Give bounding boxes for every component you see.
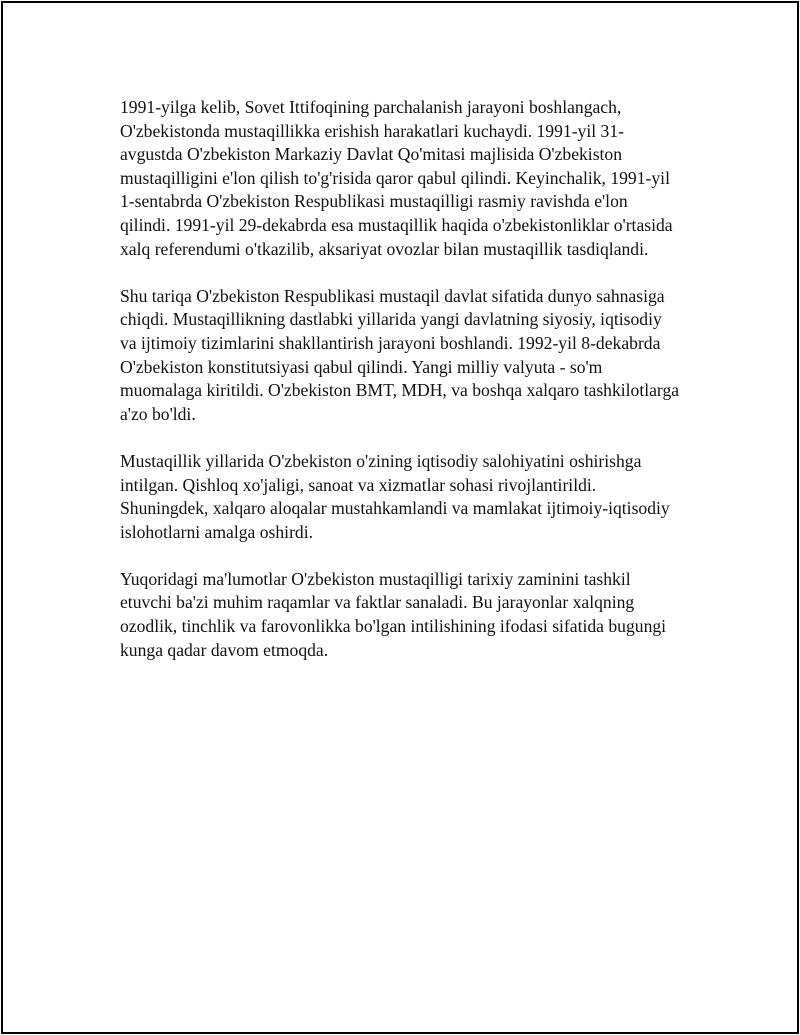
document-page [1, 1, 799, 1034]
paragraph-1: 1991-yilga kelib, Sovet Ittifoqining parchalanish jarayoni boshlangach, O'zbekistonda mustaqillikka erishish harakatlari kuchaydi. 1991-yil 31-avgustda O'zbekiston Markaziy Davlat Qo'mitasi majlisida O'zbekiston mustaqilligini e'lon qilish to'g'risida qaror qabul qilindi. Keyinchalik, 1991-yil 1-sentabrda O'zbekiston Respublikasi mustaqilligi rasmiy ravishda e'lon qilindi. 1991-yil 29-dekabrda esa mustaqillik haqida o'zbekistonliklar o'rtasida xalq referendumi o'tkazilib, aksariyat ovozlar bilan mustaqillik tasdiqlandi. [120, 97, 673, 259]
paragraph-4: Yuqoridagi ma'lumotlar O'zbekiston mustaqilligi tarixiy zaminini tashkil etuvchi ba'zi muhim raqamlar va faktlar sanaladi. Bu jarayonlar xalqning ozodlik, tinchlik va farovonlikka bo'lgan intilishining ifodasi sifatida bugungi kunga qadar davom etmoqda. [120, 568, 667, 660]
paragraph-3: Mustaqillik yillarida O'zbekiston o'zining iqtisodiy salohiyatini oshirishga intilgan. Qishloq xo'jaligi, sanoat va xizmatlar sohasi rivojlantirildi. Shuningdek, xalqaro aloqalar mustahkamlandi va mamlakat ijtimoiy-iqtisodiy islohotlarni amalga oshirdi. [120, 450, 670, 542]
document-body [120, 96, 680, 686]
paragraph-2: Shu tariqa O'zbekiston Respublikasi mustaqil davlat sifatida dunyo sahnasiga chiqdi. Mustaqillikning dastlabki yillarida yangi davlatning siyosiy, iqtisodiy va ijtimoiy tizimlarini shakllantirish jarayoni boshlandi. 1992-yil 8-dekabrda O'zbekiston konstitutsiyasi qabul qilindi. Yangi milliy valyuta - so'm muomalaga kiritildi. O'zbekiston BMT, MDH, va boshqa xalqaro tashkilotlarga a'zo bo'ldi. [120, 285, 680, 424]
